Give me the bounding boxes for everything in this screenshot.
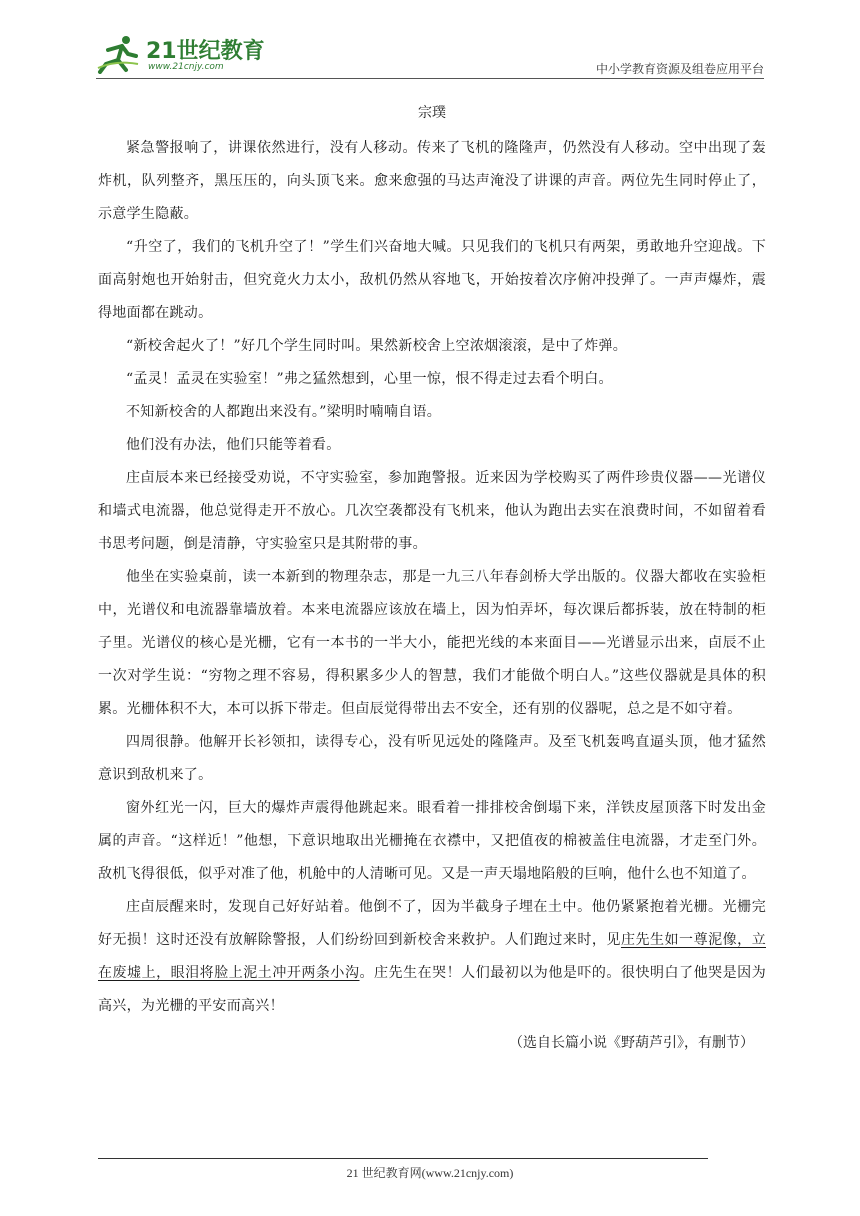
page-header [96,30,764,80]
platform-name: 中小学教育资源及组卷应用平台 [595,62,764,76]
runner-logo-icon [96,34,140,74]
paragraph: 窗外红光一闪，巨大的爆炸声震得他跳起来。眼看着一排排校舍倒塌下来，洋铁皮屋顶落下时发出金属的声音。“这样近！”他想，下意识地取出光栅掩在衣襟中，又把值夜的棉被盖住电流器，才走至门外。敌机飞得很低，似乎对准了他，机舱中的人清晰可见。又是一声天塌地陷般的巨响，他什么也不知道了。 [98,800,766,882]
paragraph: 他坐在实验桌前，读一本新到的物理杂志，那是一九三八年春剑桥大学出版的。仪器大都收在实验柜中，光谱仪和电流器靠墙放着。本来电流器应该放在墙上，因为怕弄坏，每次课后都拆装，放在特制的柜子里。光谱仪的核心是光栅，它有一本书的一半大小，能把光线的本来面目——光谱显示出来，卣辰不止一次对学生说：“穷物之理不容易，得积累多少人的智慧，我们才能做个明白人。”这些仪器就是具体的积累。光栅体积不大，本可以拆下带走。但卣辰觉得带出去不安全，还有别的仪器呢，总之是不如守着。 [98,569,766,717]
logo-url: www.21cnjy.com [148,62,224,72]
paragraph: 紧急警报响了，讲课依然进行，没有人移动。传来了飞机的隆隆声，仍然没有人移动。空中出现了轰炸机，队列整齐，黑压压的，向头顶飞来。愈来愈强的马达声淹没了讲课的声音。两位先生同时停止了，示意学生隐蔽。 [98,140,766,222]
paragraph: “升空了，我们的飞机升空了！”学生们兴奋地大喊。只见我们的飞机只有两架，勇敢地升空迎战。下面高射炮也开始射击，但究竟火力太小，敌机仍然从容地飞，开始按着次序俯冲投弹了。一声声爆炸，震得地面都在跳动。 [98,239,766,321]
paragraph: “新校舍起火了！”好几个学生同时叫。果然新校舍上空浓烟滚滚，是中了炸弹。 [126,338,628,354]
text-span: 。庄先生在哭！人们最初以为他是吓的。很快明白了他哭是因为高兴，为光栅的平安而高兴！ [98,965,766,1014]
site-logo[interactable] [96,30,266,76]
logo-text: 21世纪教育 [146,39,265,64]
paragraph: 四周很静。他解开长衫领扣，读得专心，没有听见远处的隆隆声。及至飞机轰鸣直逼头顶，他才猛然意识到敌机来了。 [98,734,766,783]
text-span: 庄卣辰醒来时，发现自己好好站着。他倒不了，因为半截身子埋在土中。他仍紧紧抱着光栅。光栅完好无损！这时还没有放解除警报，人们纷纷回到新校舍来救护。人们跑过来时，见 [98,899,766,948]
footer-divider [98,1158,708,1159]
underlined-sentence: 庄先生如一尊泥像，立在废墟上，眼泪将脸上泥土冲开两条小沟 [98,932,766,981]
last-paragraph [98,891,766,1023]
article-author: 宗璞 [418,105,446,121]
article [98,98,766,1060]
paragraph: “孟灵！孟灵在实验室！”弗之猛然想到，心里一惊，恨不得走过去看个明白。 [126,371,613,387]
paragraph: 不知新校舍的人都跑出来没有。”梁明时喃喃自语。 [126,404,442,420]
footer-link[interactable]: 21 世纪教育网(www.21cnjy.com) [346,1166,514,1180]
paragraph: 庄卣辰本来已经接受劝说，不守实验室，参加跑警报。近来因为学校购买了两件珍贵仪器——光谱仪和墙式电流器，他总觉得走开不放心。几次空袭都没有飞机来，他认为跑出去实在浪费时间，不如留着看书思考问题，倒是清静，守实验室只是其附带的事。 [98,470,766,552]
paragraph: 他们没有办法，他们只能等着看。 [126,437,341,453]
source-note: （选自长篇小说《野葫芦引》，有删节） [509,1035,754,1051]
header-divider [96,78,764,79]
